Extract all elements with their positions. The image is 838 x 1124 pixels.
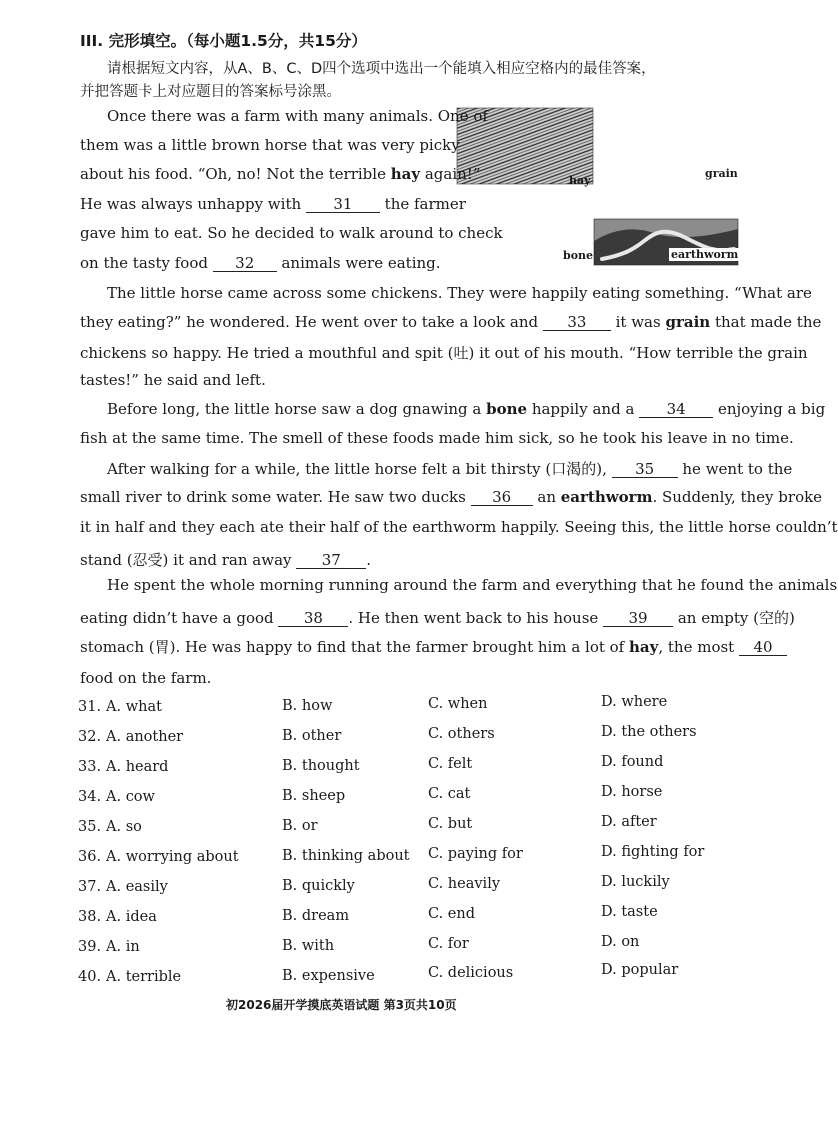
p1-line-2: them was a little brown horse that was very picky [80,136,460,154]
earthworm-label: earthworm [671,248,739,261]
q35-option-b[interactable]: B. or [282,818,318,834]
q32-option-b[interactable]: B. other [282,728,342,744]
blank-37[interactable]: 37 [296,553,366,569]
blank-36[interactable]: 36 [471,490,533,506]
q36-num: 36. [78,849,102,865]
q31-option-a[interactable]: A. what [106,699,162,715]
p4-line-1: After walking for a while, the little horse felt a bit thirsty (口渴的), 35 he went to the [107,460,793,478]
q40-option-a[interactable]: A. terrible [106,969,182,985]
blank-39[interactable]: 39 [603,611,673,627]
q34-option-d[interactable]: D. horse [601,784,663,800]
q32-option-c[interactable]: C. others [428,726,495,742]
q37-option-d[interactable]: D. luckily [601,874,670,890]
q40-option-c[interactable]: C. delicious [428,965,514,981]
hay-label: hay [569,174,591,187]
q38-option-a[interactable]: A. idea [106,909,157,925]
q35-option-c[interactable]: C. but [428,816,473,832]
p1-line-1: Once there was a farm with many animals. One of [107,107,488,125]
q34-num: 34. [78,789,102,805]
q36-option-a[interactable]: A. worrying about [106,849,239,865]
p4-line-3: it in half and they each ate their half of the earthworm happily. Seeing this, the little horse couldn’t [80,518,838,536]
q38-num: 38. [78,909,102,925]
p1-line-4: He was always unhappy with 31 the farmer [80,195,466,213]
q33-option-b[interactable]: B. thought [282,758,360,774]
q37-num: 37. [78,879,102,895]
bone-label: bone [563,249,594,262]
q33-option-a[interactable]: A. heard [106,759,169,775]
q37-option-b[interactable]: B. quickly [282,878,355,894]
q37-option-c[interactable]: C. heavily [428,876,501,892]
q38-option-b[interactable]: B. dream [282,908,350,924]
q39-option-c[interactable]: C. for [428,936,469,952]
p5-line-1: He spent the whole morning running around the farm and everything that he found the animals [107,576,838,594]
q31-option-d[interactable]: D. where [601,694,668,710]
section-title: III. 完形填空。（每小题1.5分，共15分） [80,32,367,50]
q34-option-a[interactable]: A. cow [106,789,155,805]
p5-line-4: food on the farm. [80,669,212,687]
q39-option-b[interactable]: B. with [282,938,335,954]
q32-option-a[interactable]: A. another [106,729,184,745]
q37-option-a[interactable]: A. easily [106,879,168,895]
blank-33[interactable]: 33 [543,315,611,331]
q33-option-c[interactable]: C. felt [428,756,473,772]
p5-line-3: stomach (胃). He was happy to find that the farmer brought him a lot of hay, the most 40 [80,636,787,657]
p2-line-2: they eating?” he wondered. He went over to take a look and 33 it was grain that made the [80,313,822,331]
blank-34[interactable]: 34 [639,402,713,418]
instruction-line-2: 并把答题卡上对应题目的答案标号涂黑。 [80,84,341,100]
q33-option-d[interactable]: D. found [601,754,664,770]
blank-31[interactable]: 31 [306,197,380,213]
blank-40[interactable]: 40 [739,640,787,656]
q32-num: 32. [78,729,102,745]
q31-option-c[interactable]: C. when [428,696,488,712]
q40-option-b[interactable]: B. expensive [282,968,375,984]
q32-option-d[interactable]: D. the others [601,724,697,740]
p1-line-5: gave him to eat. So he decided to walk around to check [80,224,503,242]
p1-line-3: about his food. “Oh, no! Not the terrible hay again!” [80,165,481,183]
p2-line-3: chickens so happy. He tried a mouthful and spit (吐) it out of his mouth. “How terrible the grain [80,344,808,362]
q38-option-d[interactable]: D. taste [601,904,658,920]
q33-num: 33. [78,759,102,775]
q31-num: 31. [78,699,102,715]
p3-line-2: fish at the same time. The smell of these foods made him sick, so he took his leave in no time. [80,429,794,447]
p5-line-2: eating didn’t have a good 38 . He then went back to his house 39 an empty (空的) [80,609,795,627]
p4-line-2: small river to drink some water. He saw two ducks 36 an earthworm. Suddenly, they broke [80,488,823,506]
p3-line-1: Before long, the little horse saw a dog gnawing a bone happily and a 34 enjoying a big [107,400,826,418]
q39-num: 39. [78,939,102,955]
q38-option-c[interactable]: C. end [428,906,475,922]
q31-option-b[interactable]: B. how [282,698,333,714]
blank-32[interactable]: 32 [213,256,277,272]
q34-option-b[interactable]: B. sheep [282,788,346,804]
p4-line-4: stand (忍受) it and ran away 37 . [80,551,372,569]
q36-option-d[interactable]: D. fighting for [601,844,705,860]
q36-option-c[interactable]: C. paying for [428,846,523,862]
q36-option-b[interactable]: B. thinking about [282,848,410,864]
p1-line-6: on the tasty food 32 animals were eating. [80,254,441,272]
q40-option-d[interactable]: D. popular [601,962,679,978]
q39-option-a[interactable]: A. in [106,939,140,955]
q35-option-a[interactable]: A. so [106,819,142,835]
p2-line-1: The little horse came across some chickens. They were happily eating something. “What are [107,284,812,302]
q40-num: 40. [78,969,102,985]
q39-option-d[interactable]: D. on [601,934,640,950]
q34-option-c[interactable]: C. cat [428,786,471,802]
grain-label: grain [705,167,738,180]
blank-38[interactable]: 38 [278,611,348,627]
p2-line-4: tastes!” he said and left. [80,371,266,389]
q35-option-d[interactable]: D. after [601,814,657,830]
q35-num: 35. [78,819,102,835]
blank-35[interactable]: 35 [612,462,678,478]
page-footer: 初2026届开学摸底英语试题 第3页共10页 [226,998,457,1012]
instruction-line-1: 请根据短文内容，从A、B、C、D四个选项中选出一个能填入相应空格内的最佳答案， [107,61,656,77]
